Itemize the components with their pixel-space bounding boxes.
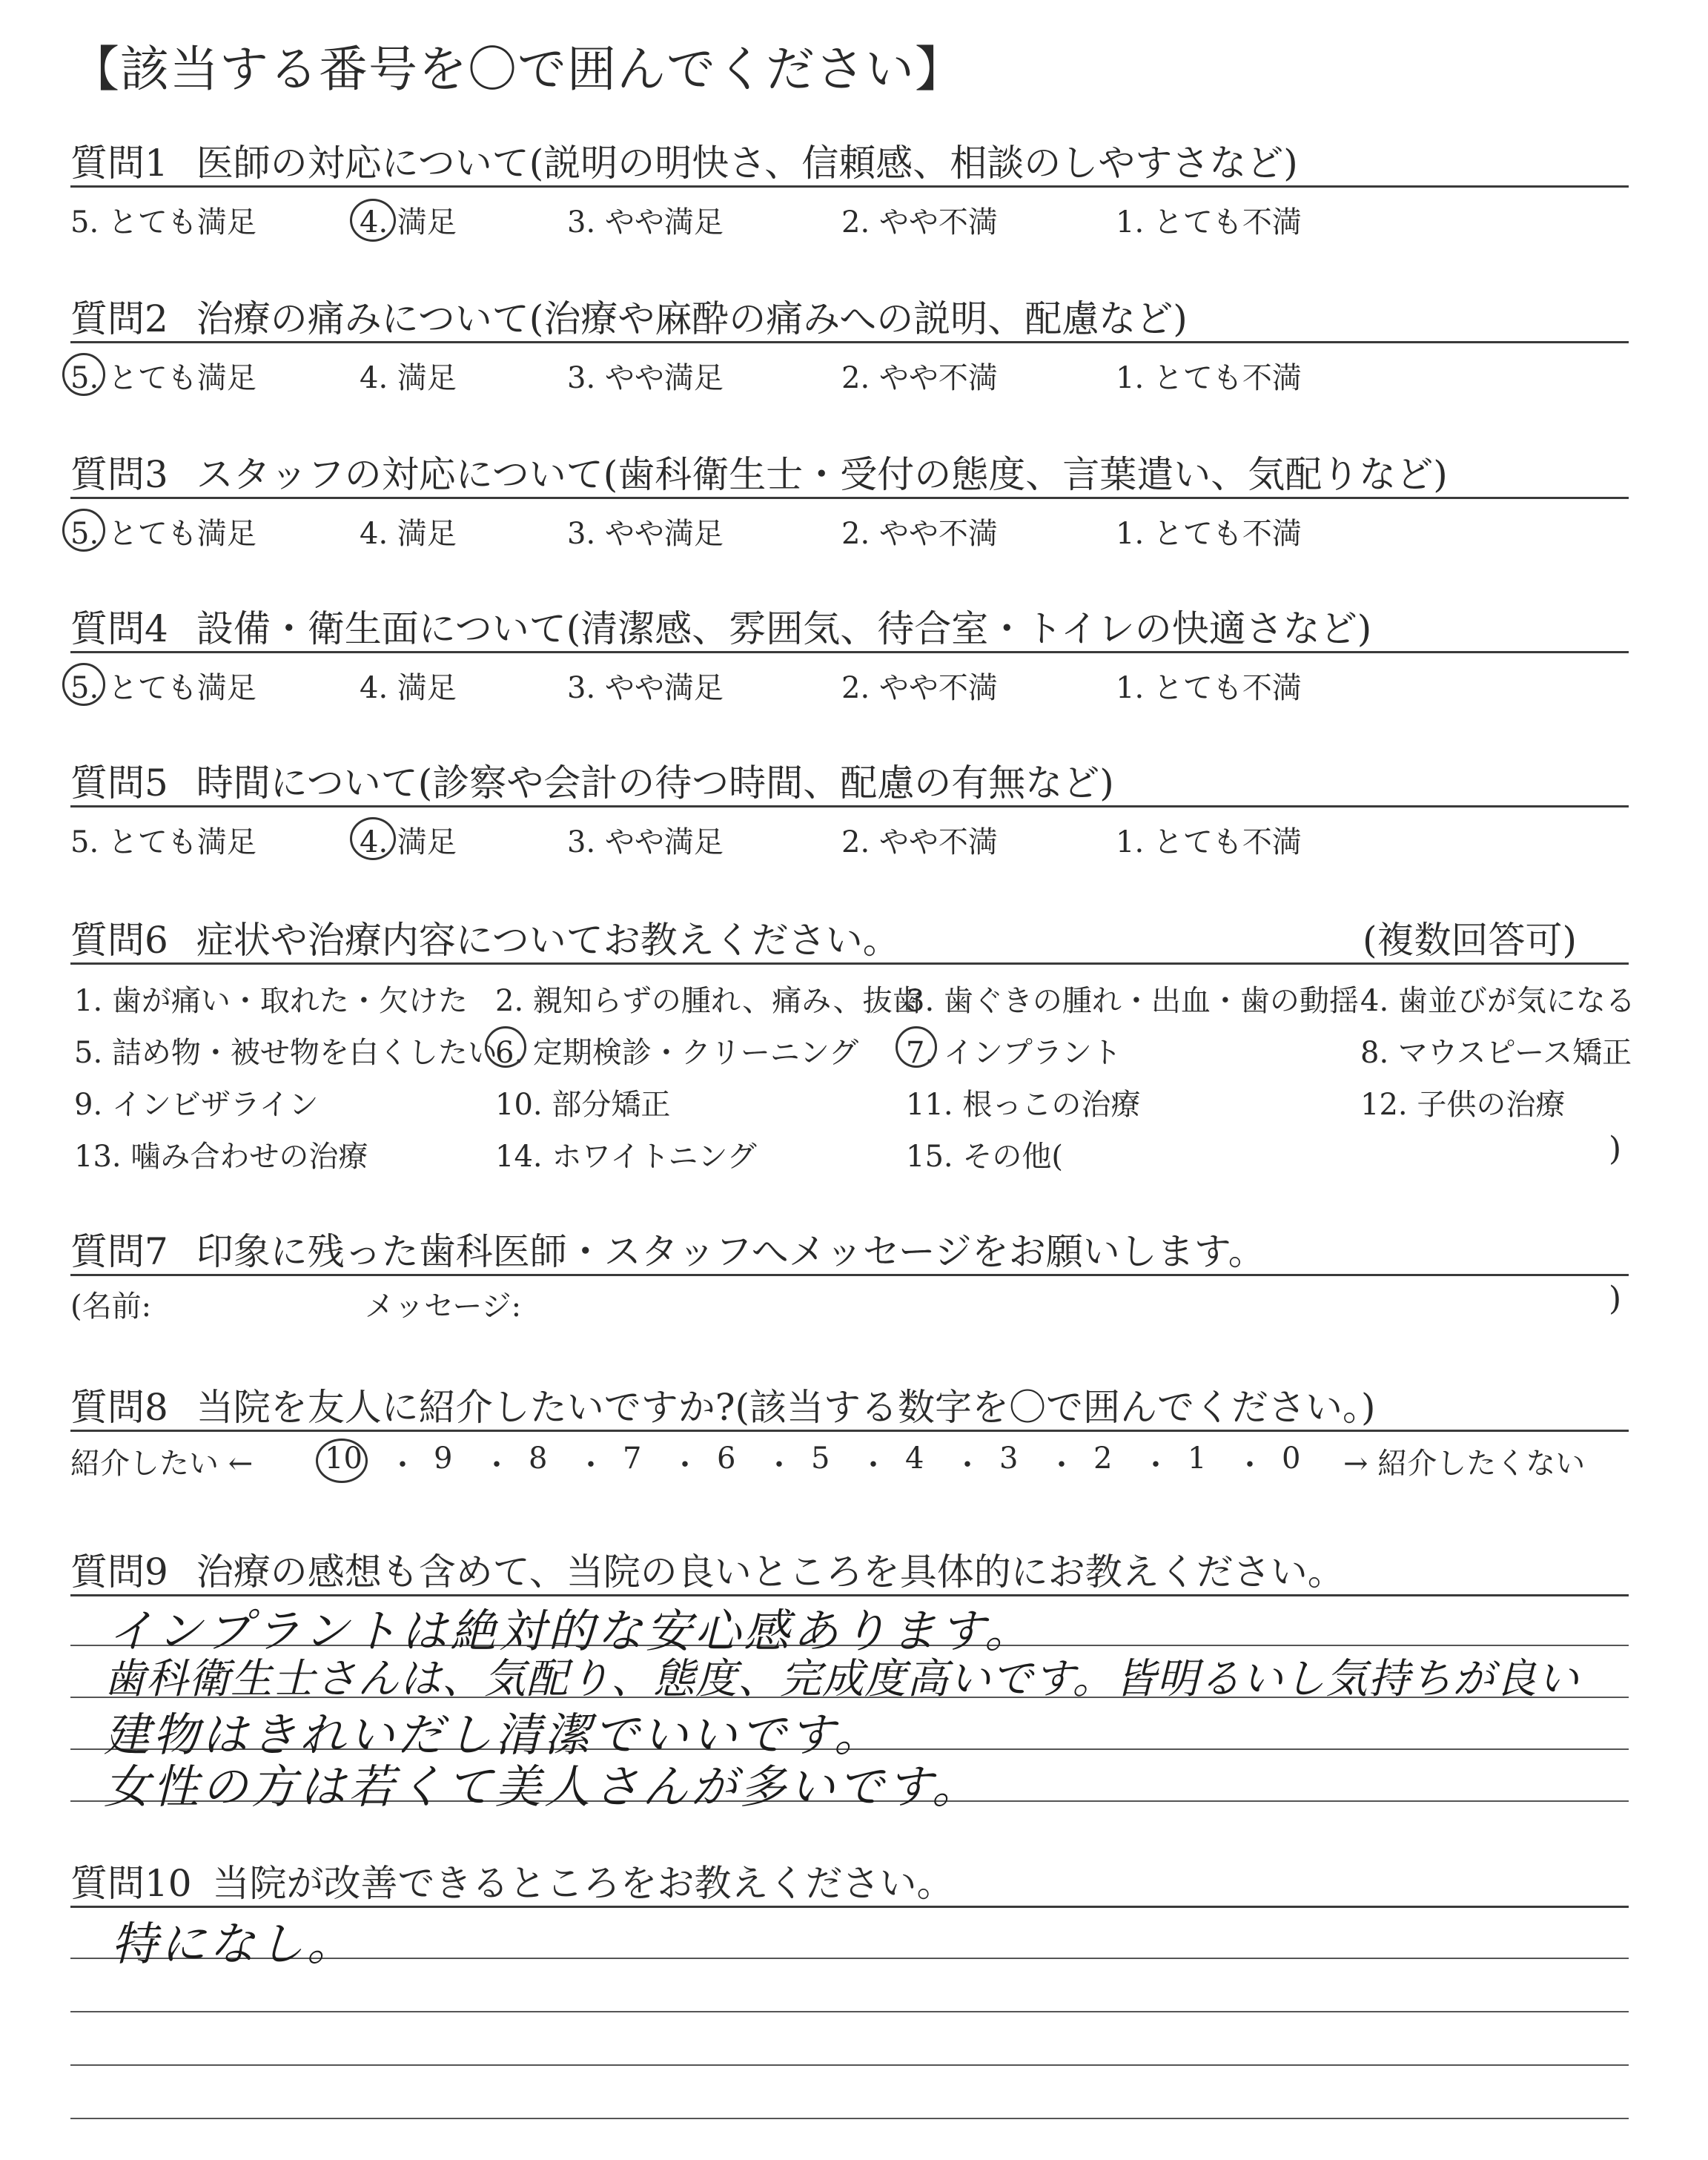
q5-option-3[interactable]: 3. やや満足 [567, 825, 724, 859]
q7-text: 印象に残った歯科医師・スタッフへメッセージをお願いします。 [196, 1230, 1265, 1273]
q5-rule [70, 805, 1629, 807]
q8-dot: ・ [482, 1448, 512, 1482]
q10-text: 当院が改善できるところをお教えください。 [212, 1862, 954, 1905]
q3-text: スタッフの対応について(歯科衛生士・受付の態度、言葉遣い、気配りなど) [196, 453, 1448, 496]
q7-close-paren: ) [1609, 1280, 1622, 1318]
q10-label: 質問10 [70, 1862, 192, 1905]
q8-score-0[interactable]: 0 [1282, 1441, 1301, 1476]
q4-option-3[interactable]: 3. やや満足 [567, 671, 724, 705]
q9-label: 質問9 [70, 1550, 168, 1593]
q1-option-2[interactable]: 2. やや不満 [841, 205, 998, 240]
q7-label: 質問7 [70, 1230, 168, 1273]
q8-dot: ・ [858, 1448, 888, 1482]
q8-score-6[interactable]: 6 [717, 1441, 736, 1476]
q8-selection-circle [316, 1439, 368, 1483]
q3-question [70, 445, 1448, 498]
q8-score-3[interactable]: 3 [999, 1441, 1019, 1476]
q8-score-8[interactable]: 8 [529, 1441, 548, 1476]
q5-option-5[interactable]: 5. とても満足 [70, 825, 256, 859]
q4-option-4[interactable]: 4. 満足 [360, 671, 457, 705]
q6-other-close-paren: ) [1609, 1130, 1622, 1168]
q4-selection-circle [62, 663, 105, 706]
q7-name-label: (名前: [70, 1289, 152, 1324]
q4-label: 質問4 [70, 607, 168, 650]
q5-option-2[interactable]: 2. やや不満 [841, 825, 998, 859]
q10-answer-line [70, 2064, 1629, 2066]
q4-text: 設備・衛生面について(清潔感、雰囲気、待合室・トイレの快適さなど) [196, 607, 1372, 650]
q2-rule [70, 341, 1629, 343]
q8-dot: ・ [1047, 1448, 1076, 1482]
q6-option-6-circle [485, 1026, 526, 1068]
q8-dot: ・ [764, 1448, 794, 1482]
q1-text: 医師の対応について(説明の明快さ、信頼感、相談のしやすさなど) [196, 142, 1298, 185]
q1-rule [70, 185, 1629, 188]
q2-option-5[interactable]: 5. とても満足 [70, 361, 256, 395]
q6-rule [70, 962, 1629, 965]
q1-option-4[interactable]: 4. 満足 [360, 205, 457, 240]
q6-option-1[interactable]: 1. 歯が痛い・取れた・欠けた [74, 984, 468, 1018]
q2-option-4[interactable]: 4. 満足 [360, 361, 457, 395]
q3-option-3[interactable]: 3. やや満足 [567, 517, 724, 551]
q1-question [70, 133, 1298, 187]
q6-option-6[interactable]: 6. 定期検診・クリーニング [495, 1036, 859, 1070]
q8-score-10[interactable]: 10 [325, 1441, 363, 1476]
q8-rule [70, 1430, 1629, 1432]
q6-option-14[interactable]: 14. ホワイトニング [495, 1140, 757, 1174]
q4-rule [70, 651, 1629, 653]
q6-option-4[interactable]: 4. 歯並びが気になる [1360, 984, 1635, 1018]
q6-text: 症状や治療内容についてお教えください。 [196, 919, 900, 962]
q5-selection-circle [350, 817, 396, 860]
q6-option-7[interactable]: 7. インプラント [906, 1036, 1122, 1070]
q2-label: 質問2 [70, 297, 168, 340]
q8-score-5[interactable]: 5 [811, 1441, 830, 1476]
q10-question [70, 1854, 954, 1907]
q8-dot: ・ [953, 1448, 982, 1482]
q4-option-5[interactable]: 5. とても満足 [70, 671, 256, 705]
q8-score-2[interactable]: 2 [1093, 1441, 1113, 1476]
q4-question [70, 599, 1371, 653]
q8-score-7[interactable]: 7 [623, 1441, 642, 1476]
q8-dot: ・ [1235, 1448, 1265, 1482]
q6-label: 質問6 [70, 919, 168, 962]
q5-question [70, 753, 1114, 807]
q8-left-label: 紹介したい ← [70, 1447, 254, 1481]
q6-option-11[interactable]: 11. 根っこの治療 [906, 1088, 1141, 1122]
q1-option-5[interactable]: 5. とても満足 [70, 205, 256, 240]
q8-dot: ・ [670, 1448, 700, 1482]
q1-option-3[interactable]: 3. やや満足 [567, 205, 724, 240]
q3-rule [70, 497, 1629, 499]
q5-text: 時間について(診察や会計の待つ時間、配慮の有無など) [196, 762, 1114, 805]
q6-option-5[interactable]: 5. 詰め物・被せ物を白くしたい [74, 1036, 497, 1070]
q4-option-1[interactable]: 1. とても不満 [1116, 671, 1302, 705]
q1-selection-circle [350, 199, 396, 242]
q2-option-1[interactable]: 1. とても不満 [1116, 361, 1302, 395]
q9-text: 治療の感想も含めて、当院の良いところを具体的にお教えください。 [196, 1550, 1345, 1593]
q7-question [70, 1222, 1265, 1275]
q6-option-2[interactable]: 2. 親知らずの腫れ、痛み、抜歯 [495, 984, 922, 1018]
q6-multi-answer-note: (複数回答可) [1363, 919, 1578, 962]
q8-label: 質問8 [70, 1386, 168, 1429]
q6-option-10[interactable]: 10. 部分矯正 [495, 1088, 671, 1122]
q10-handwritten-answer: 特になし。 [111, 1917, 357, 1971]
q3-option-4[interactable]: 4. 満足 [360, 517, 457, 551]
q2-option-3[interactable]: 3. やや満足 [567, 361, 724, 395]
q6-question [70, 911, 900, 964]
q3-option-1[interactable]: 1. とても不満 [1116, 517, 1302, 551]
q7-rule [70, 1274, 1629, 1276]
q8-dot: ・ [576, 1448, 606, 1482]
q7-message-label: メッセージ: [365, 1289, 522, 1324]
q8-dot: ・ [1141, 1448, 1171, 1482]
q9-handwritten-line-4: 女性の方は若くて美人さんが多いです。 [104, 1760, 982, 1814]
q6-option-7-circle [896, 1026, 937, 1068]
q5-label: 質問5 [70, 762, 168, 805]
q2-question [70, 289, 1188, 343]
q3-selection-circle [62, 509, 105, 552]
q8-score-9[interactable]: 9 [434, 1441, 453, 1476]
q3-label: 質問3 [70, 453, 168, 496]
q5-option-4[interactable]: 4. 満足 [360, 825, 457, 859]
q8-text: 当院を友人に紹介したいですか?(該当する数字を〇で囲んでください。) [196, 1386, 1376, 1429]
q10-answer-line [70, 2118, 1629, 2119]
q2-option-2[interactable]: 2. やや不満 [841, 361, 998, 395]
instruction-title: 【該当する番号を〇で囲んでください】 [70, 41, 964, 98]
q1-option-1[interactable]: 1. とても不満 [1116, 205, 1302, 240]
q8-score-4[interactable]: 4 [905, 1441, 924, 1476]
q10-answer-line [70, 2011, 1629, 2012]
q8-dot: ・ [388, 1448, 417, 1482]
q6-option-15[interactable]: 15. その他( [906, 1140, 1063, 1174]
q2-text: 治療の痛みについて(治療や麻酔の痛みへの説明、配慮など) [196, 297, 1188, 340]
q1-label: 質問1 [70, 142, 168, 185]
q9-handwritten-line-3: 建物はきれいだし清潔でいいです。 [104, 1708, 884, 1762]
q6-option-12[interactable]: 12. 子供の治療 [1360, 1088, 1566, 1122]
q9-handwritten-line-2: 歯科衛生士さんは、気配り、態度、完成度高いです。皆明るいし気持ちが良い [104, 1655, 1580, 1703]
q5-option-1[interactable]: 1. とても不満 [1116, 825, 1302, 859]
q8-right-label: → 紹介したくない [1343, 1447, 1586, 1481]
q6-option-8[interactable]: 8. マウスピース矯正 [1360, 1036, 1632, 1070]
q3-option-2[interactable]: 2. やや不満 [841, 517, 998, 551]
q2-selection-circle [62, 353, 105, 396]
q6-option-13[interactable]: 13. 噛み合わせの治療 [74, 1140, 368, 1174]
q6-option-9[interactable]: 9. インビザライン [74, 1088, 319, 1122]
q8-score-1[interactable]: 1 [1188, 1441, 1207, 1476]
q3-option-5[interactable]: 5. とても満足 [70, 517, 256, 551]
q6-option-3[interactable]: 3. 歯ぐきの腫れ・出血・歯の動揺 [906, 984, 1359, 1018]
q9-question [70, 1542, 1345, 1596]
q4-option-2[interactable]: 2. やや不満 [841, 671, 998, 705]
q9-handwritten-line-1: インプラントは絶対的な安心感あります。 [107, 1604, 1034, 1658]
q8-question [70, 1378, 1376, 1431]
